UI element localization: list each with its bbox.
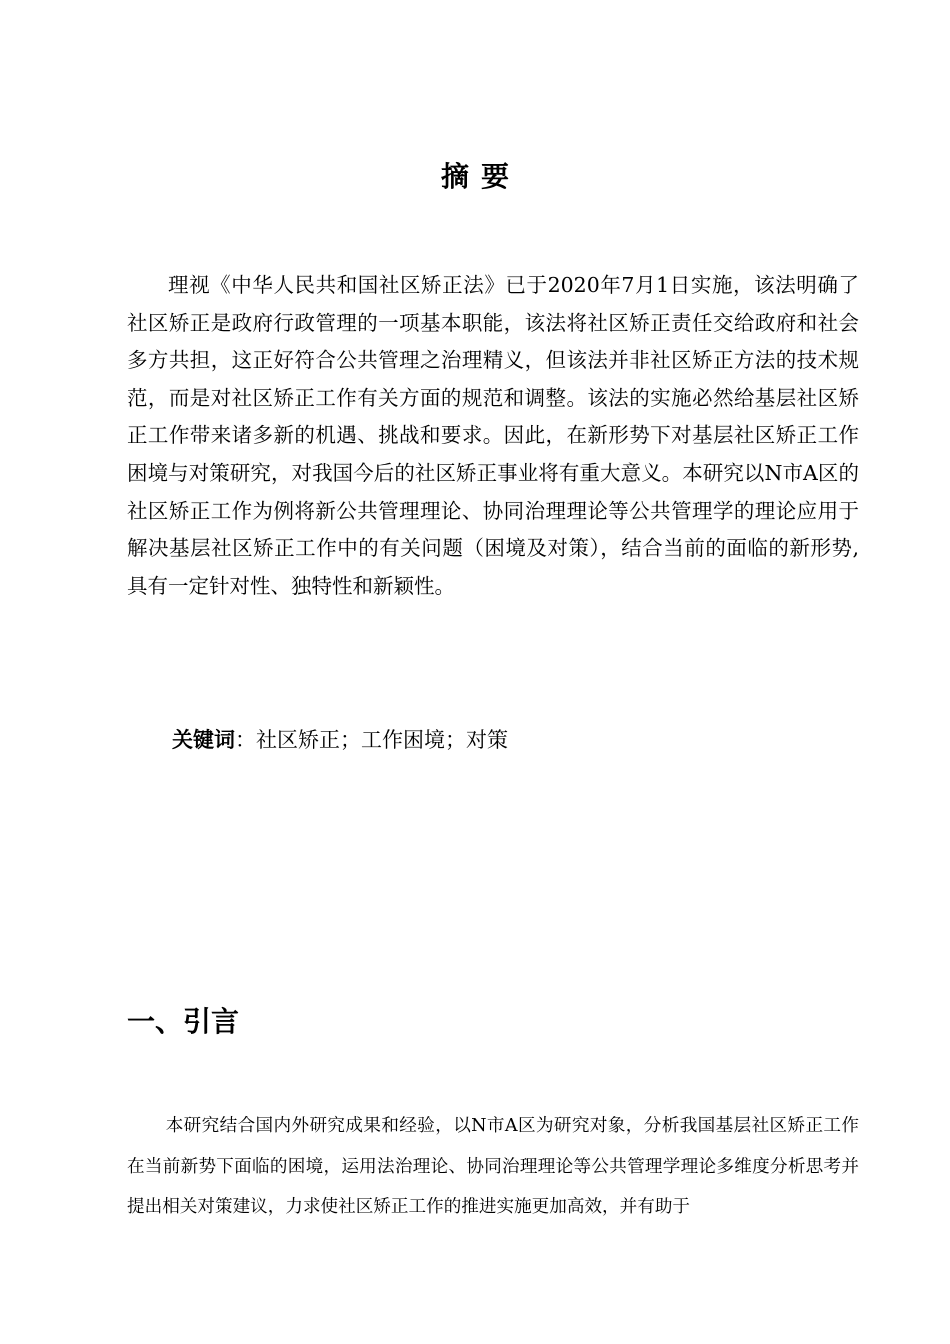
keywords-line — [172, 722, 508, 758]
introduction-paragraph: 本研究结合国内外研究成果和经验，以N市A区为研究对象，分析我国基层社区矫正工作在当前新势下面临的困境，运用法治理论、协同治理理论等公共管理学理论多维度分析思考并提出相关对策建议，力求使社区矫正工作的推进实施更加高效，并有助于 — [127, 1116, 859, 1217]
keywords-separator: ： — [235, 728, 256, 752]
abstract-title: 摘要 — [440, 160, 521, 193]
abstract-paragraph: 理视《中华人民共和国社区矫正法》已于2020年7月1日实施，该法明确了社区矫正是政府行政管理的一项基本职能，该法将社区矫正责任交给政府和社会多方共担，这正好符合公共管理之治理精义，但该法并非社区矫正方法的技术规范，而是对社区矫正工作有关方面的规范和调整。该法的实施必然给基层社区矫正工作带来诸多新的机遇、挑战和要求。因此，在新形势下对基层社区矫正工作困境与对策研究，对我国今后的社区矫正事业将有重大意义。本研究以N市A区的社区矫正工作为例将新公共管理理论、协同治理理论等公共管理学的理论应用于解决基层社区矫正工作中的有关问题（困境及对策），结合当前的面临的新形势,具有一定针对性、独特性和新颖性。 — [127, 273, 859, 598]
section-heading-introduction: 一、引言 — [127, 1005, 240, 1038]
keywords-label: 关键词 — [172, 728, 235, 752]
keywords-value: 社区矫正；工作困境；对策 — [256, 728, 508, 752]
